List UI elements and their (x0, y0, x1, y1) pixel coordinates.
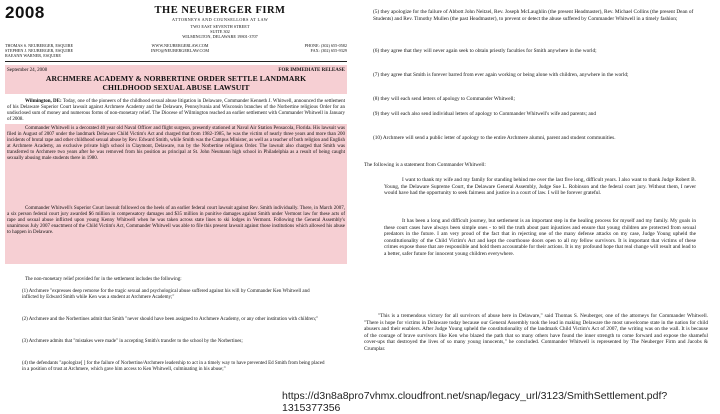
quote-paragraph-2: It has been a long and difficult journey, but settlement is an important step in the healing process for myself and my family. My goals in these court cases have always been simple ones - to tell the truth about past injustices and ensure that young children are protected from sexual predators in the future. I am very proud of the fact that in rejecting one of the many defense attacks on my case, Judge Young upheld the constitutionality of the Child Victim's Act and kept the courthouse doors open to all my fellow survivors. It is important that victims of these crimes expose those that are responsible and hold them accountable for their actions. It is my profound hope that real change will result and lead to a better, safer future for innocent young children everywhere. (384, 218, 696, 257)
address-line-1: TWO EAST SEVENTH STREET (190, 24, 250, 29)
firm-address (120, 24, 320, 39)
headline-line-2: CHILDHOOD SEXUAL ABUSE LAWSUIT (102, 82, 250, 92)
relief-item-4: (4) the defendants "apologize[ ] for the failure of Norbertine/Archmere leadership to act in a timely way to have prevented Ed Smith from being placed in a position of trust at Archmere, which gave him access to Ken Whitwell, culminating in his abuse;" (22, 361, 325, 373)
relief-item-7: (7) they agree that Smith is forever barred from ever again working or being alone with children, anywhere in the world; (373, 72, 629, 78)
partner-3: RAEANN WARNER, ESQUIRE (5, 53, 61, 58)
phone-contact (305, 43, 347, 53)
paragraph-4: The non-monetary relief provided for in the settlement includes the following: (25, 277, 182, 282)
web-contact (140, 43, 220, 53)
letterhead (120, 5, 320, 39)
dateline: Wilmington, DE: (25, 99, 62, 104)
relief-item-5: (5) they apologize for the failure of Abbott John Neitzel, Rev. Joseph McLaughlin (the present Headmaster), Rev. Michael Collins (the present Dean of Students) and Rev. Timothy Mullen (the past Headmaster), to prevent or detect the abuse suffered by Commander Whitwell in a timely fashion; (373, 9, 694, 22)
firm-subtitle: ATTORNEYS AND COUNSELLORS AT LAW (171, 17, 269, 22)
relief-item-6: (6) they agree that they will never again seek to obtain priestly faculties for Smith anywhere in the world; (373, 48, 597, 54)
press-release-right-column (364, 0, 716, 405)
year-label: 2008 (5, 3, 45, 22)
letterhead-divider (5, 61, 347, 62)
phone: PHONE: (302) 655-0582 (304, 43, 347, 48)
closing-paragraph: "This is a tremendous victory for all survivors of abuse here in Delaware," said Thomas S. Neuberger, one of the attorneys for Commander Whitwell. "There is hope for victims in Delaware today because our General Assembly took the lead in making Delaware the most unwelcome state in the nation for child abusers and their enablers. After Judge Young upheld the constitutionality of the landmark Child Victim's Act of 2007, the writing was on the wall. It is because of the courage of brave survivors like Ken who blazed the path that so many others have found the inner strength to come forward and expose the shameful cover-ups that destroyed the lives of so many young innocents," he concluded. Commander Whitwell is represented by The Neuberger Firm and Jacobs & Crumplar. (364, 313, 708, 352)
relief-item-2: (2) Archmere and the Norbertines admit that Smith "never should have been assigned to Archmere Academy, or any other institution with children;" (22, 317, 319, 322)
relief-item-1: (1) Archmere "expresses deep remorse for the tragic sexual and psychological abuse suffered against his will by Commander Ken Whitwell and inflicted by Edward Smith while Ken was a student at Archmere Academy;" (22, 289, 310, 301)
release-tag: FOR IMMEDIATE RELEASE (278, 68, 345, 73)
relief-item-10: (10) Archmere will send a public letter of apology to the entire Archmere alumni, parent and student communities. (373, 135, 616, 141)
address-line-2: SUITE 302 (210, 29, 230, 34)
website: WWW.NEUBERGERLAW.COM (151, 43, 209, 48)
fax: FAX: (302) 655-9329 (310, 48, 347, 53)
relief-item-8: (8) they will each send letters of apology to Commander Whitwell; (373, 96, 515, 102)
statement-intro: The following is a statement from Commander Whitwell: (364, 162, 486, 168)
release-date: September 24, 2008 (7, 68, 48, 73)
email: INFO@NEUBERGERLAW.COM (150, 48, 210, 53)
paragraph-2: Commander Whitwell is a decorated 40 year old Naval Officer and flight surgeon, presently stationed at Naval Air Station Pensacola, Florida. His lawsuit was filed in August of 2007 under the landmark Delaware Child Victim's Act and charged that from 1982-1985, he was the victim of nearly three years and more than 200 incidents of brutal rape and other childhood sexual abuse by Rev. Edward Smith, while Smith was the Campus Minister, as well as a teacher of both religion and English at Archmere Academy, an exclusive private high school in Claymont, Delaware, run by the Norbertine religious Order. The lawsuit also charged that Smith was transferred to Archmere two years after he was removed from his position as principal at St. John Neumann high school in Philadelphia as a result of being caught sexually abusing male students there in 1980. (7, 126, 345, 162)
paragraph-1-text: Today, one of the pioneers of the childhood sexual abuse litigation in Delaware, Commander Kenneth J. Whitwell, announced the settlement of his Delaware Superior Court lawsuit against Archmere Academy and the Delaware, Pennsylvania and Wisconsin branches of the Norbertine religious Order for an undisclosed sum of money and numerous forms of non-monetary relief. The Diocese of Wilmington reached an earlier settlement with Commander Whitwell in January of 2008. (7, 99, 345, 123)
paragraph-3: Commander Whitwell's Superior Court lawsuit followed on the heels of an earlier federal court lawsuit against Rev. Smith individually. There, in March 2007, a six person federal court jury awarded $6 million in compensatory damages and $35 million in punitive damages against Smith under Vermont law for these acts of rape and sexual abuse inflicted upon young Kenny Whitwell when he was taken across state lines to ski lodges in Vermont. Following the General Assembly's unanimous July 2007 enactment of the Child Victim's Act, Commander Whitwell was able to file this present lawsuit against those institutions which allowed his abuse to happen in Delaware. (7, 206, 345, 236)
partner-2: STEPHEN J. NEUBERGER, ESQUIRE (5, 48, 74, 53)
relief-item-9: (9) they will each also send individual letters of apology to Commander Whitwell's wife and parents; and (373, 111, 596, 117)
partners-list (5, 43, 73, 58)
firm-name: THE NEUBERGER FIRM (154, 5, 286, 16)
source-url: https://d3n8a8pro7vhmx.cloudfront.net/snap/legacy_url/3123/SmithSettlement.pdf?1315377356 (282, 390, 668, 414)
headline (5, 75, 347, 92)
quote-paragraph-1: I want to thank my wife and my family for standing behind me over the last five long, difficult years. I also want to thank Judge Robert B. Young, the Delaware Supreme Court, the Delaware General Assembly, Judge Sue L. Robinson and the federal court jury. Without them, I never would have had the opportunity to seek fairness and justice in a court of law. I will be forever grateful. (384, 177, 696, 197)
partner-1: THOMAS S. NEUBERGER, ESQUIRE (5, 43, 74, 48)
paragraph-1 (7, 99, 345, 123)
press-release-left-column (0, 0, 357, 405)
headline-line-1: ARCHMERE ACADEMY & NORBERTINE ORDER SETTLE LANDMARK (45, 74, 307, 83)
address-line-3: WILMINGTON, DELAWARE 19801-3707 (182, 34, 258, 39)
relief-item-3: (3) Archmere admits that "mistakes were made" in accepting Smith's transfer to the school by the Norbertines; (22, 339, 243, 344)
